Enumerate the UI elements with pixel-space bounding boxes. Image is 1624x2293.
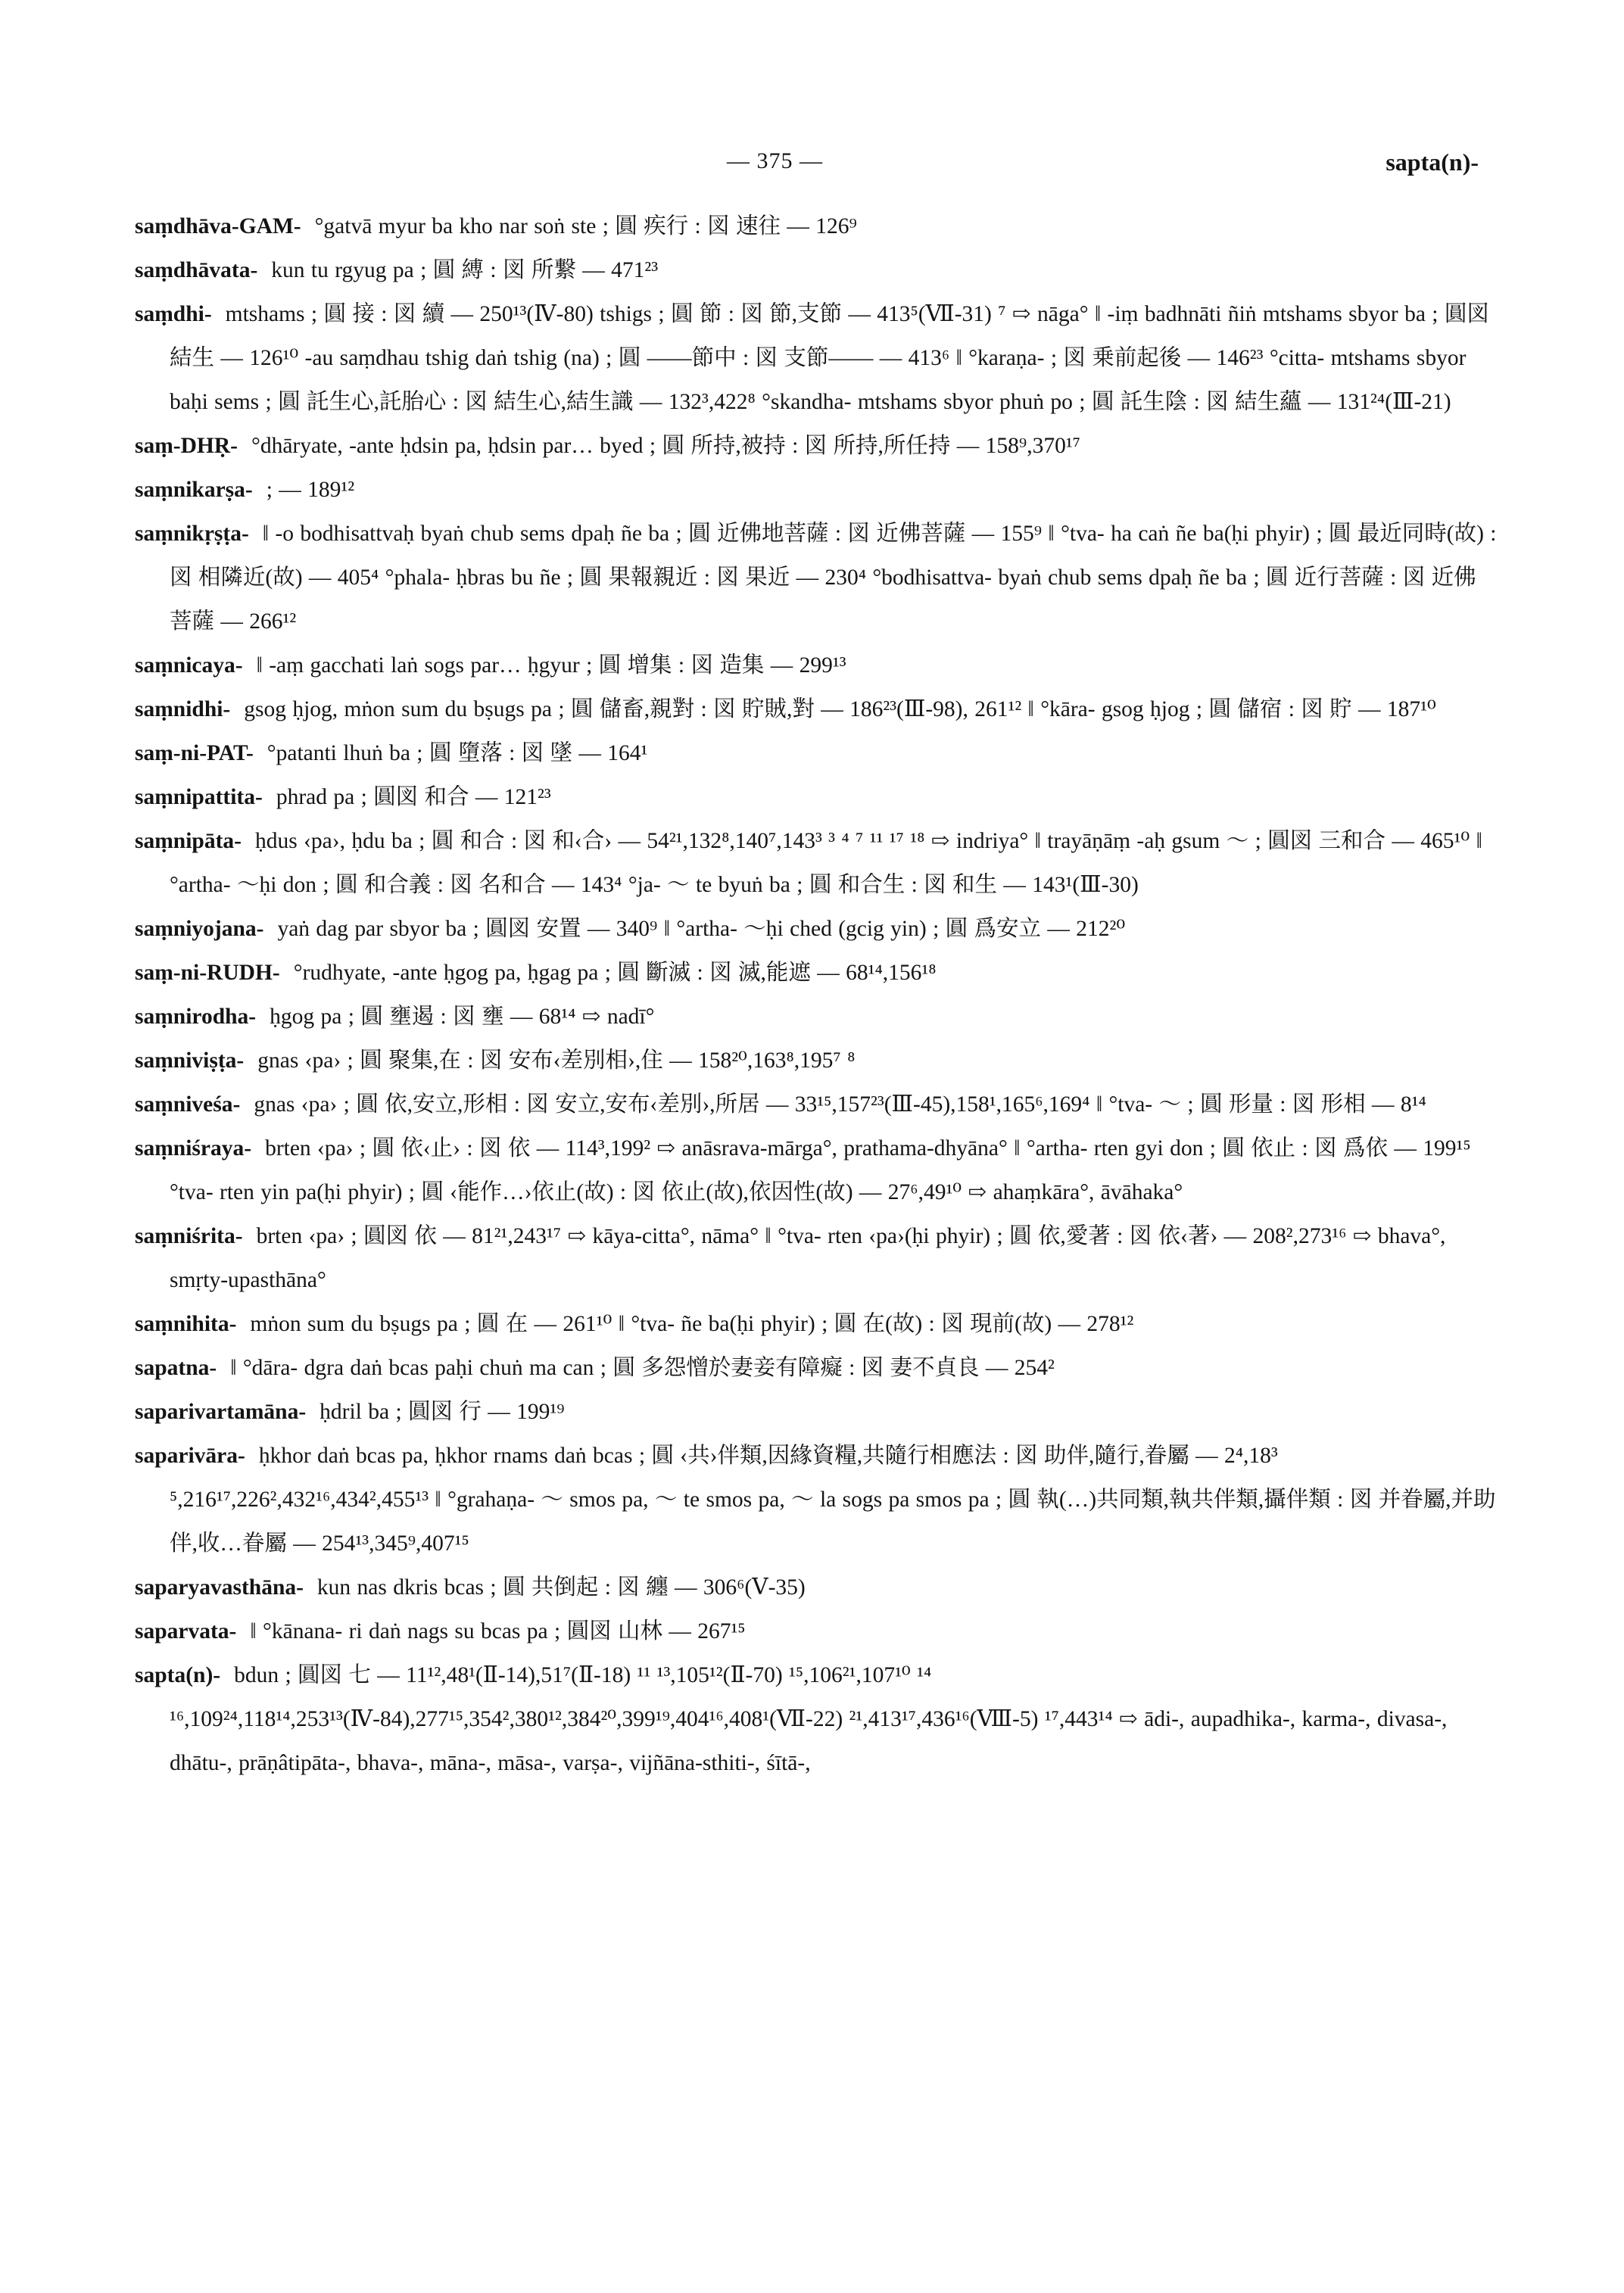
entry-headword: saṃnikarṣa-	[135, 478, 253, 502]
entry	[135, 907, 1498, 951]
entry-text: ‖ °kānana- ri daṅ nags su bcas pa ; 圓図 山林 — 267¹⁵	[250, 1619, 746, 1643]
entry-text: °patanti lhuṅ ba ; 圓 墮落 : 図 墜 — 164¹	[267, 741, 648, 765]
entry	[135, 1653, 1498, 1785]
entry-text: ḥkhor daṅ bcas pa, ḥkhor rnams daṅ bcas ; 圓 ‹共›伴類,因緣資糧,共隨行相應法 : 図 助伴,隨行,眷屬 — 2⁴,18³ ⁵,216¹⁷,226²,432¹⁶,434²,455¹³ ‖ °grahaṇa- ～ smos pa, ～ te smos pa, ～ la sogs pa smos pa ; 圓 執(…)共同類,執共伴類,攝伴類 : 図 并眷屬,并助伴,收…眷屬 — 254¹³,345⁹,407¹⁵	[170, 1444, 1496, 1556]
entry-headword: saṃniviṣṭa-	[135, 1048, 245, 1073]
entry-text: ḥdril ba ; 圓図 行 — 199¹⁹	[320, 1400, 565, 1424]
entry	[135, 819, 1498, 907]
entry	[135, 731, 1498, 775]
entry-text: mṅon sum du bṣugs pa ; 圓 在 — 261¹⁰ ‖ °tva- ñe ba(ḥi phyir) ; 圓 在(故) : 図 現前(故) — 278¹²	[250, 1312, 1134, 1336]
entry-headword: saṃniśraya-	[135, 1136, 252, 1161]
entry-headword: saṃniyojana-	[135, 917, 264, 941]
entry-headword: saṃ-ni-RUDH-	[135, 961, 280, 985]
entry	[135, 1214, 1498, 1302]
entry	[135, 1083, 1498, 1126]
entry	[135, 1609, 1498, 1653]
entry-headword: saṃnirodha-	[135, 1005, 257, 1029]
entry-text: ḥdus ‹pa›, ḥdu ba ; 圓 和合 : 図 和‹合› — 54²¹,132⁸,140⁷,143³ ³ ⁴ ⁷ ¹¹ ¹⁷ ¹⁸ ⇨ indriya° ‖ trayāṇāṃ -aḥ gsum ～ ; 圓図 三和合 — 465¹⁰ ‖ °artha- ～ḥi don ; 圓 和合義 : 図 名和合 — 143⁴ °ja- ～ te byuṅ ba ; 圓 和合生 : 図 和生 — 143¹(Ⅲ-30)	[170, 829, 1482, 897]
entry-headword: saṃniveśa-	[135, 1092, 241, 1117]
entry-headword: saṃnikṛṣṭa-	[135, 522, 249, 546]
entry-text: bdun ; 圓図 七 — 11¹²,48¹(Ⅱ-14),51⁷(Ⅱ-18) ¹¹ ¹³,105¹²(Ⅱ-70) ¹⁵,106²¹,107¹⁰ ¹⁴ ¹⁶,109²⁴,118¹⁴,253¹³(Ⅳ-84),277¹⁵,354²,380¹²,384²⁰,399¹⁹,404¹⁶,408¹(Ⅶ-22) ²¹,413¹⁷,436¹⁶(Ⅷ-5) ¹⁷,443¹⁴ ⇨ ādi-, aupadhika-, karma-, divasa-, dhātu-, prāṇâtipāta-, bhava-, māna-, māsa-, varṣa-, vijñāna-sthiti-, śītā-,	[170, 1663, 1448, 1775]
entry	[135, 1346, 1498, 1390]
entry-text: ‖ °dāra- dgra daṅ bcas paḥi chuṅ ma can ; 圓 多怨憎於妻妾有障癡 : 図 妻不貞良 — 254²	[230, 1356, 1055, 1380]
entry-headword: saṃnipattita-	[135, 785, 263, 809]
entry	[135, 1390, 1498, 1434]
entry-headword: saparivartamāna-	[135, 1400, 307, 1424]
entry-headword: saṃnicaya-	[135, 653, 243, 678]
entry	[135, 1434, 1498, 1566]
entry-text: °dhāryate, -ante ḥdsin pa, ḥdsin par… byed ; 圓 所持,被持 : 図 所持,所任持 — 158⁹,370¹⁷	[251, 434, 1080, 458]
entry	[135, 687, 1498, 731]
entry-headword: saṃdhi-	[135, 302, 212, 326]
entry	[135, 248, 1498, 292]
dictionary-entries	[135, 204, 1498, 1785]
entry-text: gnas ‹pa› ; 圓 依,安立,形相 : 図 安立,安布‹差別›,所居 — 33¹⁵,157²³(Ⅲ-45),158¹,165⁶,169⁴ ‖ °tva- ～ ; 圓 形量 : 図 形相 — 8¹⁴	[254, 1092, 1426, 1117]
entry-headword: saṃnidhi-	[135, 697, 231, 721]
entry	[135, 951, 1498, 995]
entry-text: °gatvā myur ba kho nar soṅ ste ; 圓 疾行 : 図 速往 — 126⁹	[314, 214, 857, 238]
entry-text: ḥgog pa ; 圓 壅遏 : 図 壅 — 68¹⁴ ⇨ nadī°	[270, 1005, 655, 1029]
page-header	[0, 148, 1624, 185]
entry	[135, 1302, 1498, 1346]
entry-headword: sapta(n)-	[135, 1663, 221, 1687]
entry-text: °rudhyate, -ante ḥgog pa, ḥgag pa ; 圓 斷滅 : 図 滅,能遮 — 68¹⁴,156¹⁸	[293, 961, 937, 985]
entry	[135, 468, 1498, 512]
entry	[135, 1566, 1498, 1609]
entry-text: ; — 189¹²	[266, 478, 355, 502]
entry-headword: sapatna-	[135, 1356, 217, 1380]
entry	[135, 775, 1498, 819]
entry	[135, 512, 1498, 643]
entry	[135, 1039, 1498, 1083]
entry-headword: saṃ-DHṚ-	[135, 434, 238, 458]
entry-headword: saṃdhāva-GAM-	[135, 214, 301, 238]
entry-headword: saparivāra-	[135, 1444, 245, 1468]
entry-text: ‖ -aṃ gacchati laṅ sogs par… ḥgyur ; 圓 增集 : 図 造集 — 299¹³	[256, 653, 846, 678]
running-head: sapta(n)-	[1386, 148, 1479, 176]
entry	[135, 424, 1498, 468]
entry-text: kun tu rgyug pa ; 圓 縛 : 図 所繋 — 471²³	[271, 258, 659, 282]
entry-headword: saparyavasthāna-	[135, 1575, 304, 1600]
entry	[135, 1126, 1498, 1214]
entry-headword: saṃ-ni-PAT-	[135, 741, 254, 765]
entry-headword: saparvata-	[135, 1619, 237, 1643]
entry-text: yaṅ dag par sbyor ba ; 圓図 安置 — 340⁹ ‖ °artha- ～ḥi ched (gcig yin) ; 圓 爲安立 — 212²⁰	[277, 917, 1126, 941]
page-number: — 375 —	[727, 148, 823, 173]
entry	[135, 292, 1498, 424]
entry-text: brten ‹pa› ; 圓図 依 — 81²¹,243¹⁷ ⇨ kāya-citta°, nāma° ‖ °tva- rten ‹pa›(ḥi phyir) ; 圓 依,愛著 : 図 依‹著› — 208²,273¹⁶ ⇨ bhava°, smṛty-upasthāna°	[170, 1224, 1446, 1292]
entry-text: gsog ḥjog, mṅon sum du bṣugs pa ; 圓 儲畜,親對 : 図 貯賊,對 — 186²³(Ⅲ-98), 261¹² ‖ °kāra- gsog ḥjog ; 圓 儲宿 : 図 貯 — 187¹⁰	[244, 697, 1436, 721]
entry-text: phrad pa ; 圓図 和合 — 121²³	[276, 785, 551, 809]
entry	[135, 643, 1498, 687]
entry-headword: saṃdhāvata-	[135, 258, 258, 282]
entry-headword: saṃniśrita-	[135, 1224, 243, 1248]
entry-headword: saṃnihita-	[135, 1312, 237, 1336]
entry-text: gnas ‹pa› ; 圓 聚集,在 : 図 安布‹差別相›,住 — 158²⁰,163⁸,195⁷ ⁸	[257, 1048, 856, 1073]
entry	[135, 995, 1498, 1039]
entry-text: kun nas dkris bcas ; 圓 共倒起 : 図 纏 — 306⁶(Ⅴ-35)	[316, 1575, 806, 1600]
entry-text: ‖ -o bodhisattvaḥ byaṅ chub sems dpaḥ ñe ba ; 圓 近佛地菩薩 : 図 近佛菩薩 — 155⁹ ‖ °tva- ha caṅ ñe ba(ḥi phyir) ; 圓 最近同時(故) : 図 相隣近(故) — 405⁴ °phala- ḥbras bu ñe ; 圓 果報親近 : 図 果近 — 230⁴ °bodhisattva- byaṅ chub sems dpaḥ ñe ba ; 圓 近行菩薩 : 図 近佛菩薩 — 266¹²	[170, 522, 1497, 634]
entry-text: brten ‹pa› ; 圓 依‹止› : 図 依 — 114³,199² ⇨ anāsrava-mārga°, prathama-dhyāna° ‖ °artha- rten gyi don ; 圓 依止 : 図 爲依 — 199¹⁵ °tva- rten yin pa(ḥi phyir) ; 圓 ‹能作…›依止(故) : 図 依止(故),依因性(故) — 27⁶,49¹⁰ ⇨ ahaṃkāra°, āvāhaka°	[170, 1136, 1471, 1204]
entry-text: mtshams ; 圓 接 : 図 續 — 250¹³(Ⅳ-80) tshigs ; 圓 節 : 図 節,支節 — 413⁵(Ⅶ-31) ⁷ ⇨ nāga° ‖ -iṃ badhnāti ñiṅ mtshams sbyor ba ; 圓図 結生 — 126¹⁰ -au saṃdhau tshig daṅ tshig (na) ; 圓 ——節中 : 図 支節—— — 413⁶ ‖ °karaṇa- ; 図 乗前起後 — 146²³ °citta- mtshams sbyor baḥi sems ; 圓 託生心,託胎心 : 図 結生心,結生識 — 132³,422⁸ °skandha- mtshams sbyor phuṅ po ; 圓 託生陰 : 図 結生蘊 — 131²⁴(Ⅲ-21)	[170, 302, 1489, 414]
entry-headword: saṃnipāta-	[135, 829, 242, 853]
entry	[135, 204, 1498, 248]
